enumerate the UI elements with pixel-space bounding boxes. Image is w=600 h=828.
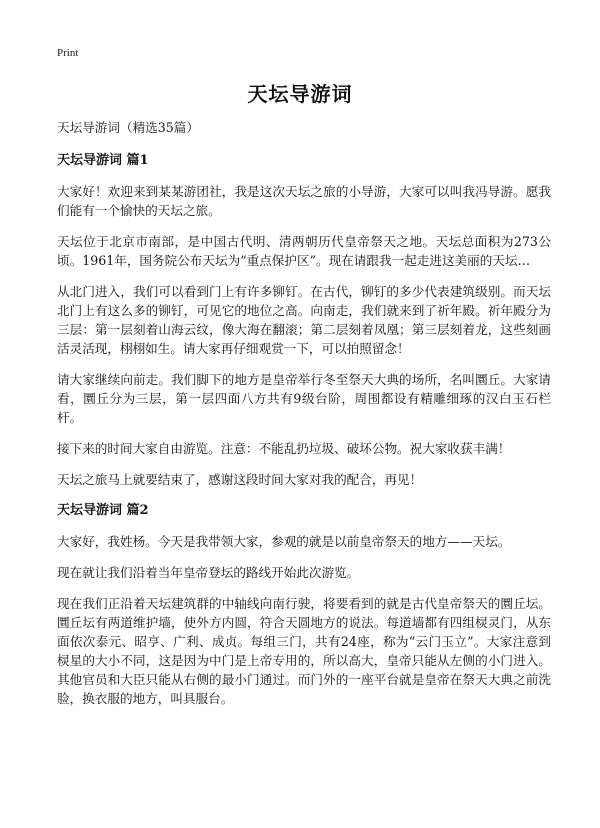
paragraph: 请大家继续向前走。我们脚下的地方是皇帝举行冬至祭天大典的场所，名叫圜丘。大家请看，圜丘分为三层，第一层四面八方共有9级台阶，周围都设有精雕细琢的汉白玉石栏杆。 xyxy=(57,372,551,425)
paragraph: 天坛位于北京市南部，是中国古代明、清两朝历代皇帝祭天之地。天坛总面积为273公顷。1961年，国务院公布天坛为“重点保护区”。现在请跟我一起走进这美丽的天坛… xyxy=(57,234,551,268)
paragraph: 接下来的时间大家自由游览。注意：不能乱扔垃圾、破坏公物。祝大家收获丰满！ xyxy=(57,441,511,456)
paragraph: 天坛之旅马上就要结束了，感谢这段时间大家对我的配合，再见！ xyxy=(57,472,423,487)
section-heading: 天坛导游词 篇1 xyxy=(57,153,149,168)
paragraph: 现在就让我们沿着当年皇帝登坛的路线开始此次游览。 xyxy=(57,565,360,580)
section-2 xyxy=(57,501,551,708)
page-title: 天坛导游词 xyxy=(247,82,353,106)
document-body xyxy=(57,118,551,720)
document-subtitle: 天坛导游词（精选35篇） xyxy=(57,120,199,135)
paragraph: 现在我们正沿着天坛建筑群的中轴线向南行驶，将要看到的就是古代皇帝祭天的圜丘坛。圜丘坛有两道维护墙，使外方内圆，符合天圆地方的说法。每道墙都有四组棂灵门，从东面依次泰元、昭亨、广利、成贞。每组三门，共有24座，称为“云门玉立”。大家注意到棂星的大小不同，这是因为中门是上帝专用的，所以高大，皇帝只能从左侧的小门进入。其他官员和大臣只能从右侧的最小门通过。而门外的一座平台就是皇帝在祭天大典之前洗脸，换衣服的地方，叫具服台。 xyxy=(57,596,551,706)
paragraph: 大家好！欢迎来到某某游团社，我是这次天坛之旅的小导游，大家可以叫我冯导游。愿我们能有一个愉快的天坛之旅。 xyxy=(57,184,551,218)
section-heading: 天坛导游词 篇2 xyxy=(57,503,149,518)
paragraph: 从北门进入，我们可以看到门上有许多铆钉。在古代，铆钉的多少代表建筑级别。而天坛北门上有这么多的铆钉，可见它的地位之高。向南走，我们就来到了祈年殿。祈年殿分为三层：第一层刻着山海云纹，像大海在翻滚；第二层刻着凤凰；第三层刻着龙，这些刻画活灵活现，栩栩如生。请大家再仔细观赏一下，可以拍照留念！ xyxy=(57,284,551,356)
paragraph: 大家好，我姓杨。今天是我带领大家，参观的就是以前皇帝祭天的地方——天坛。 xyxy=(57,534,511,549)
section-1 xyxy=(57,151,551,489)
print-link[interactable]: Print xyxy=(57,47,79,59)
